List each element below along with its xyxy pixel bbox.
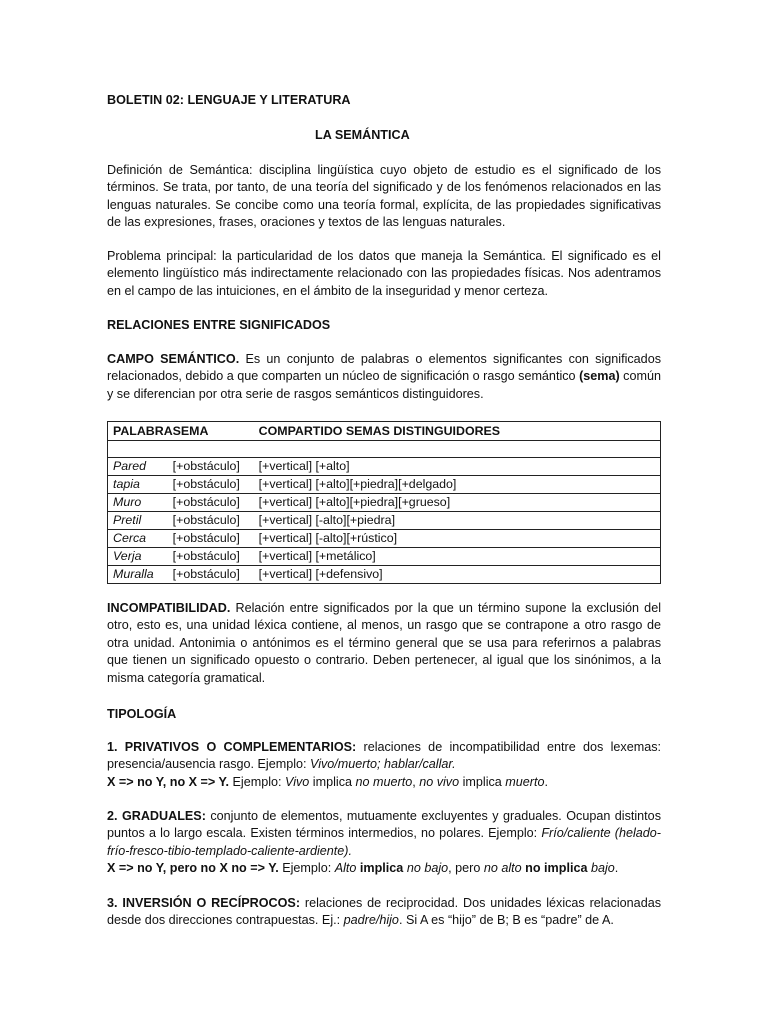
sema-term: (sema)	[579, 369, 620, 384]
privative-example: Vivo/muerto; hablar/callar.	[310, 757, 456, 772]
gradual-example-1: Alto	[334, 861, 357, 876]
table-row	[108, 476, 661, 494]
inversion-text-2: . Si A es “hijo” de B; B es “padre” de A.	[398, 913, 614, 928]
privative-rule: X => no Y, no X => Y.	[107, 774, 230, 789]
semantic-field-text-1: Es un conjunto de palabras o elementos significantes con significados relacionados, debido a que comparten un núcleo de significación o rasgo semántico	[107, 352, 661, 384]
gradual-rule-text: Ejemplo:	[278, 861, 335, 876]
header-sema: SEMA	[173, 422, 259, 441]
definition-lead: Definición de Semántica:	[107, 163, 253, 177]
table-row	[108, 494, 661, 512]
semantic-field-text-2: común y se diferencian por otra serie de rasgos semánticos distinguidores.	[107, 369, 661, 401]
cell-rasgos: [+vertical] [+defensivo]	[259, 566, 661, 584]
cell-palabra: tapia	[108, 476, 173, 494]
cell-rasgos: [+vertical] [+alto][+piedra][+grueso]	[259, 494, 661, 512]
gradual-example-3: no alto	[483, 861, 522, 876]
semantic-field-lead: CAMPO SEMÁNTICO.	[107, 352, 240, 366]
gradual-example-2: no bajo	[406, 861, 449, 876]
gradual-rule-line	[107, 860, 661, 877]
cell-sema: [+obstáculo]	[173, 494, 259, 512]
incompatibility-text: Relación entre significados por la que un término supone la exclusión del otro, esto es, una unidad léxica contiene, al menos, un rasgo que se contrapone a otro rasgo de otra unidad. Antonimia o antónimos es el término general que se usa para referirnos a palabras que tienen un significado opuesto o contrario. Deben pertenecer, al igual que los sinónimos, a la misma categoría gramatical.	[107, 601, 661, 685]
privative-section	[107, 739, 661, 791]
privative-example-3: no vivo	[419, 774, 460, 789]
privative-rule-line	[107, 774, 661, 791]
inversion-text: relaciones de reciprocidad. Dos unidades léxicas relacionadas desde dos direcciones contrapuestas. Ej.:	[107, 896, 661, 928]
cell-rasgos: [+vertical] [+metálico]	[259, 548, 661, 566]
main-problem-text: la particularidad de los datos que maneja la Semántica. El significado es el elemento lingüístico más indirectamente relacionado con las propiedades físicas. Nos adentramos en el campo de las intuiciones, en el ámbito de la inseguridad y menor certeza.	[107, 249, 661, 298]
gradual-implica: implica	[356, 861, 407, 876]
cell-palabra: Pretil	[108, 512, 173, 530]
gradual-pero: , pero	[448, 861, 484, 876]
incompatibility-lead: INCOMPATIBILIDAD.	[107, 601, 231, 615]
table-blank-row	[108, 441, 661, 458]
gradual-section	[107, 808, 661, 878]
section-heading-relations: RELACIONES ENTRE SIGNIFICADOS	[107, 318, 331, 332]
cell-sema: [+obstáculo]	[173, 566, 259, 584]
privative-example-2: no muerto	[355, 774, 413, 789]
inversion-example: padre/hijo	[343, 913, 399, 928]
privative-implica-1: implica	[309, 774, 356, 789]
definition-text: disciplina lingüística cuyo objeto de estudio es el significado de los términos. Se trata, por tanto, de una teoría del significado y de los fenómenos relacionados en las lenguas naturales. Se concibe como una teoría formal, explícita, de las propiedades significativas de las expresiones, frases, oraciones y textos de las lenguas naturales.	[107, 163, 661, 230]
cell-sema: [+obstáculo]	[173, 548, 259, 566]
privative-example-4: muerto	[505, 774, 545, 789]
header-rasgos: COMPARTIDO SEMAS DISTINGUIDORES	[259, 422, 661, 441]
table-row	[108, 566, 661, 584]
privative-paragraph	[107, 739, 661, 774]
gradual-example-4: bajo	[590, 861, 615, 876]
gradual-text: conjunto de elementos, mutuamente excluyentes y graduales. Ocupan distintos puntos a lo largo escala. Existen términos intermedios, no polares. Ejemplo:	[107, 809, 661, 841]
inversion-paragraph	[107, 895, 661, 930]
cell-sema: [+obstáculo]	[173, 512, 259, 530]
bulletin-heading: BOLETIN 02: LENGUAJE Y LITERATURA	[107, 93, 351, 107]
main-problem-paragraph	[107, 248, 661, 300]
semantic-features-table	[107, 421, 661, 584]
section-heading-typology: TIPOLOGÍA	[107, 707, 177, 721]
privative-text: relaciones de incompatibilidad entre dos lexemas: presencia/ausencia rasgo. Ejemplo:	[107, 740, 661, 772]
cell-rasgos: [+vertical] [+alto]	[259, 458, 661, 476]
table-row	[108, 458, 661, 476]
gradual-lead: 2. GRADUALES:	[107, 809, 206, 823]
inversion-lead: 3. INVERSIÓN O RECÍPROCOS:	[107, 896, 301, 910]
header-palabra: PALABRA	[108, 422, 173, 441]
cell-sema: [+obstáculo]	[173, 458, 259, 476]
gradual-end: .	[614, 861, 619, 876]
cell-rasgos: [+vertical] [+alto][+piedra][+delgado]	[259, 476, 661, 494]
privative-example-1: Vivo	[285, 774, 310, 789]
cell-palabra: Pared	[108, 458, 173, 476]
privative-lead: 1. PRIVATIVOS O COMPLEMENTARIOS:	[107, 740, 357, 754]
table-row	[108, 512, 661, 530]
gradual-paragraph	[107, 808, 661, 860]
gradual-rule: X => no Y, pero no X no => Y.	[107, 861, 279, 876]
cell-palabra: Muro	[108, 494, 173, 512]
main-problem-lead: Problema principal:	[107, 249, 217, 263]
incompatibility-paragraph	[107, 600, 661, 687]
semantic-field-paragraph	[107, 351, 661, 403]
cell-palabra: Cerca	[108, 530, 173, 548]
cell-rasgos: [+vertical] [-alto][+rústico]	[259, 530, 661, 548]
cell-sema: [+obstáculo]	[173, 530, 259, 548]
privative-sep: ,	[412, 774, 420, 789]
cell-sema: [+obstáculo]	[173, 476, 259, 494]
table-row	[108, 530, 661, 548]
gradual-no-implica: no implica	[521, 861, 591, 876]
privative-end: .	[544, 774, 548, 789]
gradual-example: Frío/caliente (helado-frío-fresco-tibio-templado-caliente-ardiente).	[107, 826, 661, 858]
privative-rule-text: Ejemplo:	[229, 774, 286, 789]
cell-rasgos: [+vertical] [-alto][+piedra]	[259, 512, 661, 530]
privative-implica-2: implica	[459, 774, 506, 789]
definition-paragraph	[107, 162, 661, 232]
cell-palabra: Muralla	[108, 566, 173, 584]
table-row	[108, 548, 661, 566]
table-header-row	[108, 422, 661, 441]
cell-palabra: Verja	[108, 548, 173, 566]
page-title: LA SEMÁNTICA	[315, 128, 410, 142]
